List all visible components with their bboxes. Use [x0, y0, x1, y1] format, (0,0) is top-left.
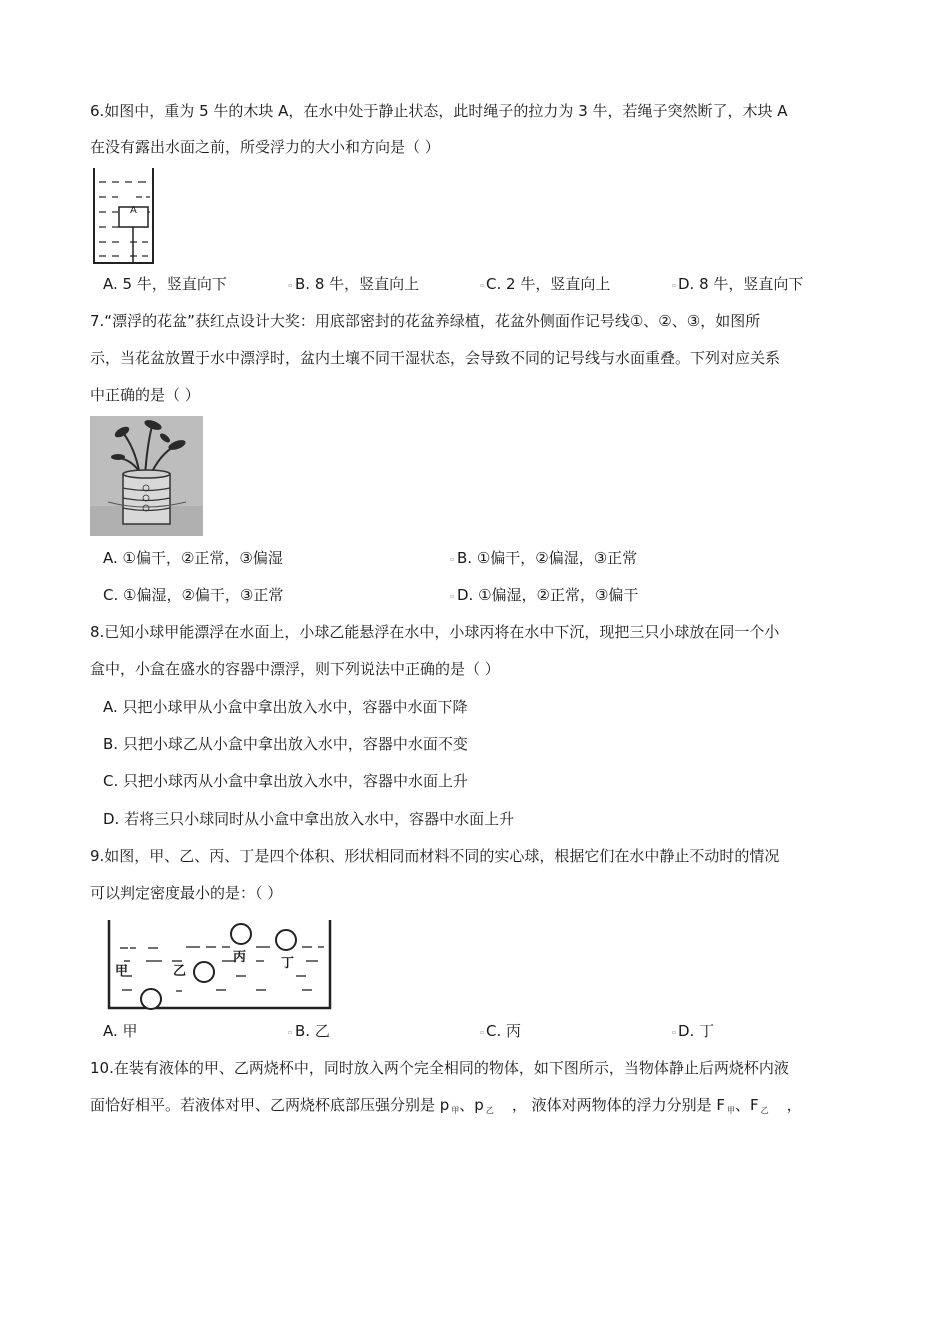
q6-option-b: B. 8 牛，竖直向上 [295, 275, 420, 293]
q8-option-a: A. 只把小球甲从小盒中拿出放入水中，容器中水面下降 [103, 698, 468, 716]
q7-marker-d: ▫ [450, 593, 455, 600]
q9-ball-label-ding: 丁 [281, 956, 295, 971]
q10-sub-p-jia: 甲 [451, 1106, 460, 1115]
q10-sep-p: 、p [459, 1096, 484, 1114]
q9-stem-line1: 9.如图，甲、乙、丙、丁是四个体积、形状相同而材料不同的实心球，根据它们在水中静止不动时的情况 [90, 847, 780, 865]
q7-marker-b: ▫ [450, 556, 455, 563]
q6-marker-d: ▫ [672, 282, 677, 289]
q9-option-a: A. 甲 [103, 1022, 138, 1040]
q6-marker-c: ▫ [480, 282, 485, 289]
q9-option-c: C. 丙 [486, 1022, 522, 1040]
q10-sep-f: 、F [735, 1096, 759, 1114]
q10-stem-line2 [90, 1095, 802, 1121]
q8-stem-line2: 盒中，小盒在盛水的容器中漂浮，则下列说法中正确的是（ ） [90, 660, 500, 678]
q6-stem-line1: 6.如图中，重为 5 牛的木块 A，在水中处于静止状态，此时绳子的拉力为 3 牛，若绳子突然断了，木块 A [90, 102, 788, 120]
q9-ball-label-yi: 乙 [173, 964, 187, 979]
q10-text-c: ， [786, 1096, 802, 1114]
q9-option-b: B. 乙 [295, 1022, 330, 1040]
q6-stem-line2: 在没有露出水面之前，所受浮力的大小和方向是（ ） [90, 138, 440, 156]
q6-figure-container [92, 166, 158, 266]
q9-figure-container [106, 920, 334, 1010]
q10-sub-f-yi: 乙 [760, 1106, 769, 1115]
q7-option-c: C. ①偏湿，②偏干，③正常 [103, 586, 284, 604]
q9-stem-line2: 可以判定密度最小的是：（ ） [90, 884, 283, 902]
q7-option-a: A. ①偏干，②正常，③偏湿 [103, 549, 283, 567]
q6-option-c: C. 2 牛，竖直向上 [486, 275, 611, 293]
q6-figure-label: A [130, 205, 137, 216]
q8-option-b: B. 只把小球乙从小盒中拿出放入水中，容器中水面不变 [103, 735, 468, 753]
q8-stem-line1: 8.已知小球甲能漂浮在水面上，小球乙能悬浮在水中，小球丙将在水中下沉，现把三只小球放在同一个小 [90, 623, 780, 641]
q6-option-a: A. 5 牛，竖直向下 [103, 275, 227, 293]
q7-option-b: B. ①偏干，②偏湿，③正常 [457, 549, 638, 567]
q7-stem-line2: 示，当花盆放置于水中漂浮时，盆内土壤不同干湿状态，会导致不同的记号线与水面重叠。下列对应关系 [90, 349, 781, 367]
q10-sub-f-jia: 甲 [727, 1106, 735, 1115]
q7-option-d: D. ①偏湿，②正常，③偏干 [457, 586, 639, 604]
q9-ball-label-jia: 甲 [115, 964, 129, 979]
q10-sub-p-yi: 乙 [485, 1106, 494, 1115]
q10-text-a: 面恰好相平。若液体对甲、乙两烧杯底部压强分别是 p [90, 1096, 450, 1114]
q6-option-d: D. 8 牛，竖直向下 [678, 275, 804, 293]
q10-text-b: ， 液体对两物体的浮力分别是 F [511, 1096, 725, 1114]
q8-option-d: D. 若将三只小球同时从小盒中拿出放入水中，容器中水面上升 [103, 810, 515, 828]
q9-marker-c: ▫ [480, 1029, 485, 1036]
q7-flowerpot-photo [90, 416, 203, 536]
q9-ball-label-bing: 丙 [233, 950, 247, 965]
q7-stem-line3: 中正确的是（ ） [90, 386, 200, 404]
q9-marker-b: ▫ [288, 1029, 293, 1036]
q10-stem-line1: 10.在装有液体的甲、乙两烧杯中，同时放入两个完全相同的物体，如下图所示，当物体静止后两烧杯内液 [90, 1059, 789, 1077]
q9-marker-d: ▫ [672, 1029, 677, 1036]
q8-option-c: C. 只把小球丙从小盒中拿出放入水中，容器中水面上升 [103, 772, 469, 790]
q6-marker-b: ▫ [288, 282, 293, 289]
q7-stem-line1: 7.“漂浮的花盆”获红点设计大奖：用底部密封的花盆养绿植，花盆外侧面作记号线①、②、③，如图所 [90, 312, 761, 330]
q9-option-d: D. 丁 [678, 1022, 715, 1040]
